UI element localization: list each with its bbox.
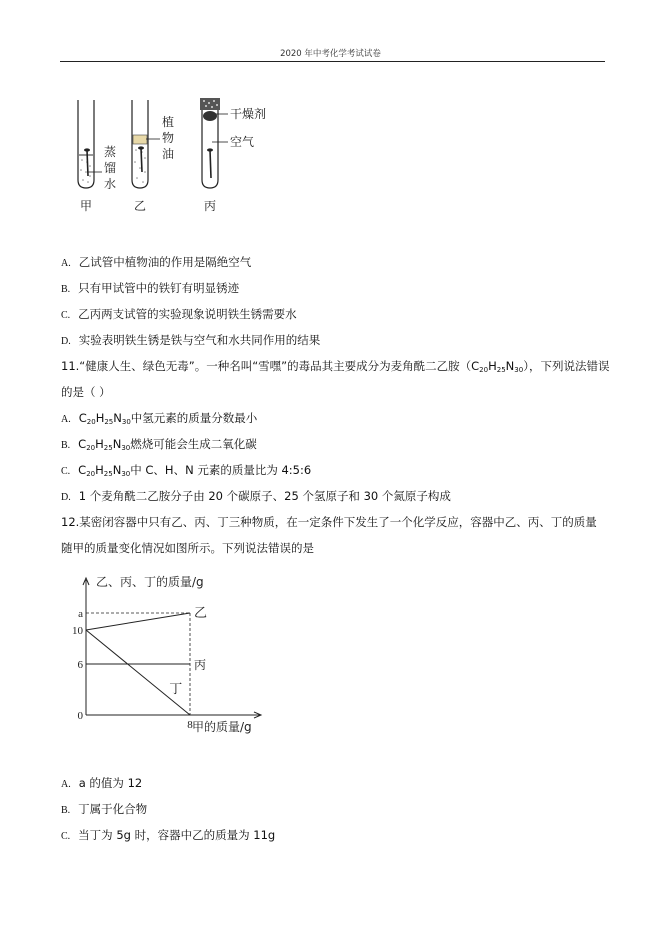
option-letter: A. bbox=[61, 258, 71, 269]
label-water-3: 水 bbox=[104, 177, 117, 191]
q10-option-a bbox=[61, 255, 251, 271]
y-tick-label: 0 bbox=[77, 710, 83, 722]
series-label-bing: 丙 bbox=[194, 658, 207, 672]
nail-bing bbox=[210, 150, 211, 178]
option-letter: D. bbox=[61, 336, 71, 347]
nail-yi bbox=[141, 148, 142, 172]
label-bing: 丙 bbox=[204, 199, 217, 213]
q10-option-b bbox=[61, 281, 239, 297]
sub: 30 bbox=[514, 366, 524, 374]
label-oil-2: 物 bbox=[162, 131, 175, 145]
q11-stem-line1: 11.“健康人生、绿色无毒”。一种名叫“雪嘿”的毒品其主要成分为麦角酰二乙胺（C20H25N30），下列说法错误 bbox=[61, 359, 610, 374]
y-tick-label: 6 bbox=[77, 659, 83, 671]
series-label-ding: 丁 bbox=[169, 681, 183, 697]
option-text: 乙丙两支试管的实验现象说明铁生锈需要水 bbox=[78, 307, 297, 321]
y-tick-label: 10 bbox=[72, 625, 83, 637]
label-air: 空气 bbox=[230, 135, 255, 149]
formula: $C_{20}H_{25}N_{30}$ bbox=[78, 463, 131, 478]
q12-option-a: A. a 的值为 12 bbox=[61, 776, 143, 790]
q11-option-a: A. $C_{20}H_{25}N_{30}$中氢元素的质量分数最小 bbox=[61, 411, 258, 426]
y-tick-label: a bbox=[78, 608, 83, 620]
series-line-ding bbox=[86, 630, 190, 715]
label-water-1: 蒸 bbox=[104, 145, 117, 159]
header-rule bbox=[60, 61, 605, 62]
q12-stem-line1: 12.某密闭容器中只有乙、丙、丁三种物质，在一定条件下发生了一个化学反应，容器中乙、丙、丁的质量 bbox=[61, 515, 597, 529]
test-tube-figure bbox=[60, 92, 280, 217]
tube-jia bbox=[78, 100, 94, 188]
q12-stem-line2: 随甲的质量变化情况如图所示。下列说法错误的是 bbox=[61, 541, 314, 555]
series-line-yi bbox=[86, 613, 190, 630]
option-text: 实验表明铁生锈是铁与空气和水共同作用的结果 bbox=[78, 333, 321, 347]
desiccant bbox=[203, 111, 217, 121]
formula: $C_{20}H_{25}N_{30}$ bbox=[78, 437, 131, 452]
label-water-2: 馏 bbox=[104, 161, 117, 175]
formula: $C_{20}H_{25}N_{30}$ bbox=[78, 411, 131, 426]
q11-option-b: B. $C_{20}H_{25}N_{30}$燃烧可能会生成二氧化碳 bbox=[61, 437, 257, 452]
oil-layer bbox=[133, 135, 147, 144]
sub: 20 bbox=[479, 366, 489, 374]
label-desiccant: 干燥剂 bbox=[230, 107, 267, 121]
stopper bbox=[200, 98, 220, 110]
sub: 25 bbox=[496, 366, 506, 374]
q11-stem-line2: 的是（ ） bbox=[61, 385, 111, 399]
q11-option-d: D. 1 个麦角酰二乙胺分子由 20 个碳原子、25 个氢原子和 30 个氮原子构成 bbox=[61, 489, 451, 503]
mass-chart bbox=[60, 568, 280, 738]
option-text: 只有甲试管中的铁钉有明显锈迹 bbox=[78, 281, 240, 295]
series-label-yi: 乙 bbox=[194, 606, 208, 621]
x-tick-label: 8 bbox=[187, 719, 193, 731]
option-letter: C. bbox=[61, 310, 71, 321]
nail-jia bbox=[87, 150, 88, 176]
chart-ylabel: 乙、丙、丁的质量/g bbox=[96, 575, 204, 589]
q10-option-d bbox=[61, 333, 320, 349]
page-header: 2020 年中考化学考试试卷 bbox=[280, 49, 381, 59]
label-oil-3: 油 bbox=[162, 147, 175, 161]
q10-option-c bbox=[61, 307, 297, 323]
q12-option-b: B. 丁属于化合物 bbox=[61, 802, 148, 816]
label-oil-1: 植 bbox=[162, 115, 175, 129]
chart-xlabel: 甲的质量/g bbox=[192, 720, 252, 734]
label-jia: 甲 bbox=[80, 199, 93, 213]
option-text: 乙试管中植物油的作用是隔绝空气 bbox=[78, 255, 252, 269]
q11-option-c: C. $C_{20}H_{25}N_{30}$中 C、H、N 元素的质量比为 4:5:6 bbox=[61, 463, 312, 478]
q12-option-c: C. 当丁为 5g 时，容器中乙的质量为 11g bbox=[61, 828, 276, 842]
label-yi: 乙 bbox=[134, 199, 147, 213]
option-letter: B. bbox=[61, 284, 71, 295]
